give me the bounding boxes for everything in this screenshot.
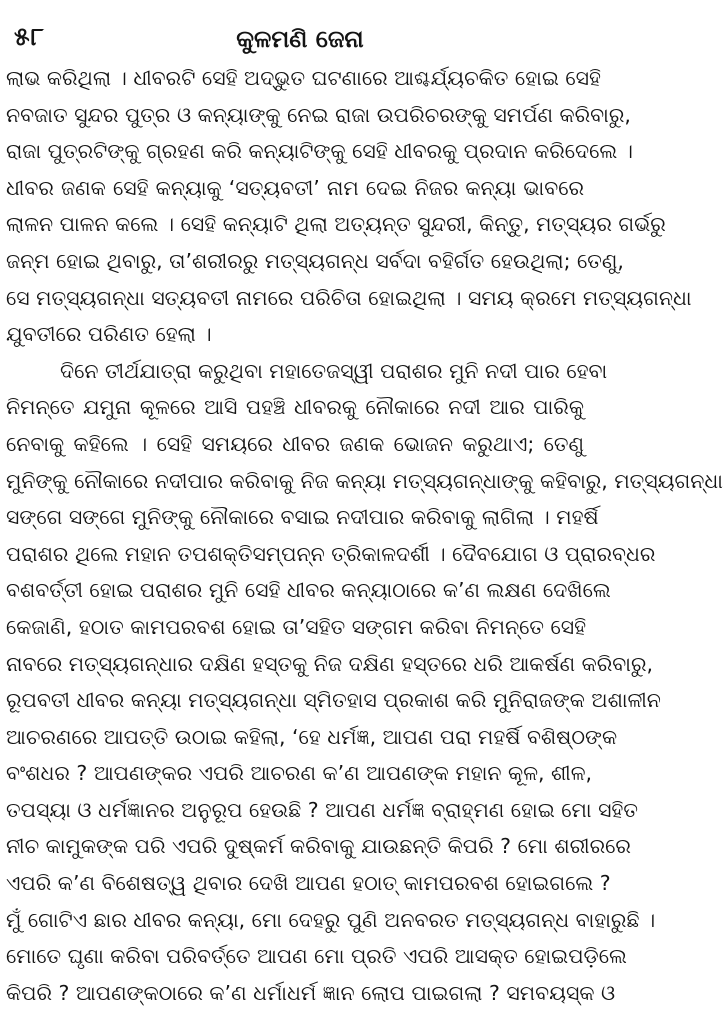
text-line: ଜନ୍ମ ହୋଇ ଥିବାରୁ, ତା’ଶରୀରରୁ ମତ୍ସ୍ୟଗନ୍ଧ ସର୍ବଦା ବହିର୍ଗତ ହେଉଥିଲା; ତେଣୁ,	[6, 248, 624, 273]
text-line: ଧୀବର ଜଣକ ସେହି କନ୍ୟାକୁ ‘ସତ୍ୟବତୀ’ ନାମ ଦେଇ ନିଜର କନ୍ୟା ଭାବରେ	[6, 175, 584, 200]
text-line: ନବଜାତ ସୁନ୍ଦର ପୁତ୍ର ଓ କନ୍ୟାଙ୍କୁ ନେଇ ରାଜା ଉପରିଚରଙ୍କୁ ସମର୍ପଣ କରିବାରୁ,	[6, 102, 631, 127]
text-line: ରାଜା ପୁତ୍ରଟିଙ୍କୁ ଗ୍ରହଣ କରି କନ୍ୟାଟିଙ୍କୁ ସେହି ଧୀବରକୁ ପ୍ରଦାନ କରିଦେଲେ ।	[6, 139, 633, 164]
text-line: ଆଚରଣରେ ଆପତ୍ତି ଉଠାଇ କହିଲା, ‘ହେ ଧର୍ମଜ୍ଞ, ଆପଣ ପରା ମହର୍ଷି ବଶିଷ୍ଠଙ୍କ	[6, 724, 618, 749]
running-title: କୁଳମଣି ଜେନା	[236, 25, 364, 53]
text-line: ଯୁବତୀରେ ପରିଣତ ହେଲା ।	[6, 322, 212, 347]
text-line: ପରାଶର ଥିଲେ ମହାନ ତପଶକ୍ତିସମ୍ପନ୍ନ ତ୍ରିକାଳଦର୍ଶୀ । ଦୈବଯୋଗ ଓ ପ୍ରାରବ୍ଧର	[6, 541, 656, 566]
text-line: ମୋତେ ଘୃଣା କରିବା ପରିବର୍ତ୍ତେ ଆପଣ ମୋ ପ୍ରତି ଏପରି ଆସକ୍ତ ହୋଇପଡ଼ିଲେ	[6, 944, 627, 969]
page-number: ୫୮	[14, 22, 45, 51]
text-line: କେଜାଣି, ହଠାତ କାମପରବଶ ହୋଇ ତା’ସହିତ ସଙ୍ଗମ କରିବା ନିମନ୍ତେ ସେହି	[6, 614, 587, 639]
text-line: ଦିନେ ତୀର୍ଥଯାତ୍ରା କରୁଥିବା ମହାତେଜସ୍ୱୀ ପରାଶର ମୁନି ନଦୀ ପାର ହେବା	[60, 358, 608, 383]
text-line: ଲାଳନ ପାଳନ କଲେ । ସେହି କନ୍ୟାଟି ଥିଲା ଅତ୍ୟନ୍ତ ସୁନ୍ଦରୀ, କିନ୍ତୁ, ମତ୍ସ୍ୟର ଗର୍ଭରୁ	[6, 212, 666, 237]
text-line: ତପସ୍ୟା ଓ ଧର୍ମଜ୍ଞାନର ଅନୁରୂପ ହେଉଛି ? ଆପଣ ଧର୍ମଜ୍ଞ ବ୍ରାହ୍ମଣ ହୋଇ ମୋ ସହିତ	[6, 797, 639, 822]
text-line: ସେ ମତ୍ସ୍ୟଗନ୍ଧା ସତ୍ୟବତୀ ନାମରେ ପରିଚିତା ହୋଇଥିଲା । ସମୟ କ୍ରମେ ମତ୍ସ୍ୟଗନ୍ଧା	[6, 285, 692, 310]
body-text	[6, 60, 723, 1011]
text-line: ନିମନ୍ତେ ଯମୁନା କୂଳରେ ଆସି ପହଞ୍ଚି ଧୀବରକୁ ନୌକାରେ ନଦୀ ଆର ପାରିକୁ	[6, 395, 584, 420]
text-line: ଏପରି କ’ଣ ବିଶେଷତ୍ୱ ଥିବାର ଦେଖି ଆପଣ ହଠାତ୍ କାମପରବଶ ହୋଇଗଲେ ?	[6, 871, 611, 896]
text-line: କିପରି ? ଆପଣଙ୍କଠାରେ କ’ଣ ଧର୍ମାଧର୍ମ ଜ୍ଞାନ ଲୋପ ପାଇଗଲା ? ସମବୟସ୍କ ଓ	[6, 980, 616, 1005]
text-line: ନୀଚ କାମୁକଙ୍କ ପରି ଏପରି ଦୁଷ୍କର୍ମ କରିବାକୁ ଯାଉଛନ୍ତି କିପରି ? ମୋ ଶରୀରରେ	[6, 834, 631, 859]
text-line: ମୁନିଙ୍କୁ ନୌକାରେ ନଦୀପାର କରିବାକୁ ନିଜ କନ୍ୟା ମତ୍ସ୍ୟଗନ୍ଧାଙ୍କୁ କହିବାରୁ, ମତ୍ସ୍ୟଗନ୍ଧା	[6, 468, 723, 493]
text-line: ରୂପବତୀ ଧୀବର କନ୍ୟା ମତ୍ସ୍ୟଗନ୍ଧା ସ୍ମିତହାସ ପ୍ରକାଶ କରି ମୁନିରାଜଙ୍କ ଅଶାଳୀନ	[6, 688, 661, 713]
text-line: ସଙ୍ଗେ ସଙ୍ଗେ ମୁନିଙ୍କୁ ନୌକାରେ ବସାଇ ନଦୀପାର କରିବାକୁ ଲାଗିଲା । ମହର୍ଷି	[6, 505, 599, 530]
text-line: ବଶବର୍ତ୍ତୀ ହୋଇ ପରାଶର ମୁନି ସେହି ଧୀବର କନ୍ୟାଠାରେ କ’ଣ ଲକ୍ଷଣ ଦେଖିଲେ	[6, 578, 611, 603]
text-line: ମୁଁ ଗୋଟିଏ ଛାର ଧୀବର କନ୍ୟା, ମୋ ଦେହରୁ ପୁଣି ଅନବରତ ମତ୍ସ୍ୟଗନ୍ଧ ବାହାରୁଛି ।	[6, 907, 656, 932]
page-header	[6, 0, 594, 62]
text-line: ବଂଶଧର ? ଆପଣଙ୍କର ଏପରି ଆଚରଣ କ’ଣ ଆପଣଙ୍କ ମହାନ କୂଳ, ଶୀଳ,	[6, 761, 593, 786]
text-line: ଲାଭ କରିଥିଲା । ଧୀବରଟି ସେହି ଅଦ୍ଭୁତ ଘଟଣାରେ ଆଶ୍ଚର୍ଯ୍ୟଚକିତ ହୋଇ ସେହି	[6, 66, 601, 90]
text-line: ନାବରେ ମତ୍ସ୍ୟଗନ୍ଧାର ଦକ୍ଷିଣ ହସ୍ତକୁ ନିଜ ଦକ୍ଷିଣ ହସ୍ତରେ ଧରି ଆକର୍ଷଣ କରିବାରୁ,	[6, 651, 653, 676]
text-line: ନେବାକୁ କହିଲେ । ସେହି ସମୟରେ ଧୀବର ଜଣକ ଭୋଜନ କରୁଥାଏ; ତେଣୁ	[6, 431, 584, 456]
